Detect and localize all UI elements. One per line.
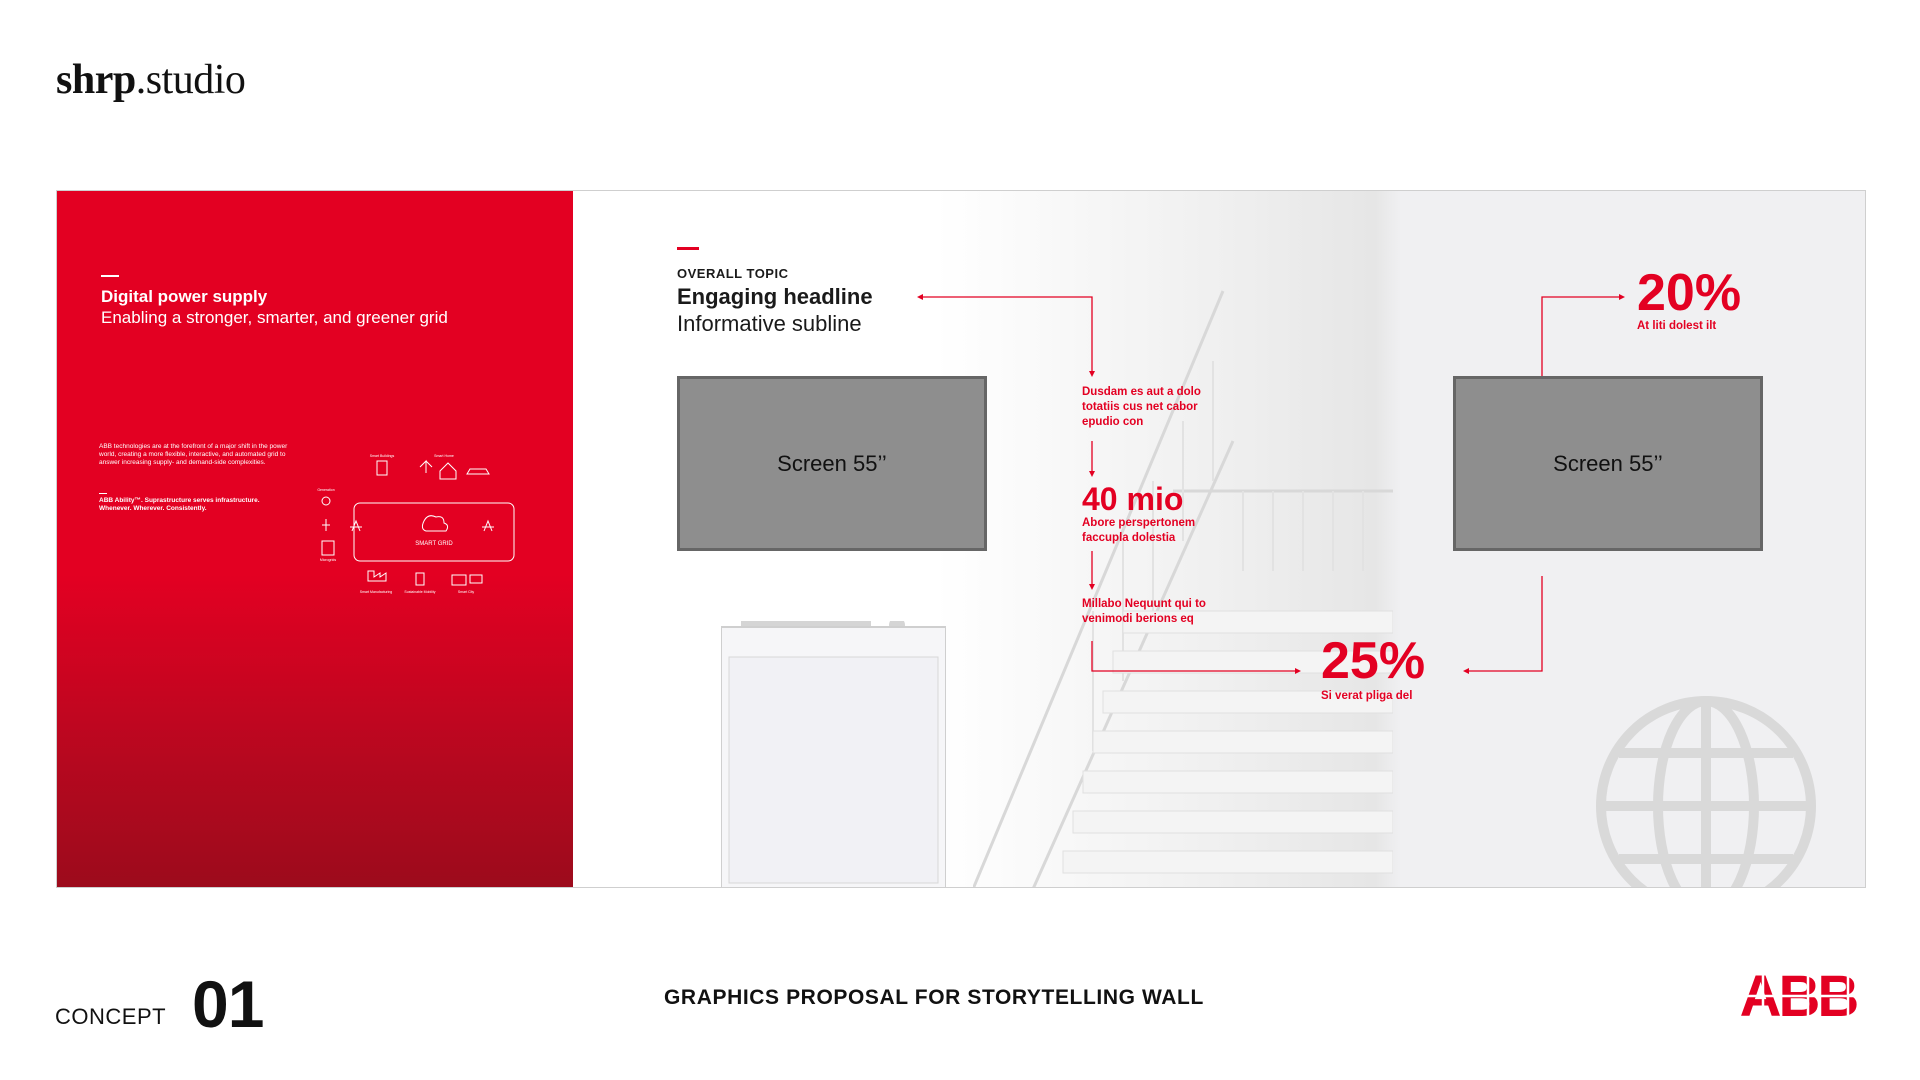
- body-dash: [99, 493, 107, 494]
- svg-text:Generation: Generation: [317, 488, 335, 492]
- bus-icon: [470, 575, 482, 583]
- callout-40-mio: 40 mio: [1082, 481, 1184, 517]
- studio-logo-rest: .studio: [135, 57, 246, 103]
- smart-grid-label: SMART GRID: [415, 541, 453, 547]
- screen-left: [677, 376, 987, 551]
- red-panel: [57, 191, 573, 888]
- concept-number: 01: [192, 967, 264, 1041]
- charger-icon: [416, 573, 424, 585]
- callout-note-5: At liti dolest ilt: [1637, 320, 1717, 332]
- building-icon: [377, 461, 387, 475]
- microgrid-icon: [322, 541, 334, 555]
- callout-note-1: Dusdam es aut a dolo totatiis cus net cabor epudio con: [1082, 386, 1201, 428]
- studio-logo-bold: shrp: [56, 57, 136, 103]
- concept-label: CONCEPT: [55, 1004, 167, 1029]
- house-icon: [440, 463, 456, 479]
- sun-icon: [322, 497, 330, 505]
- callout-25-percent: 25%: [1321, 632, 1426, 690]
- smart-grid-frame: [354, 503, 514, 561]
- callout-note-3: Millabo Nequunt qui to venimodi berions eq: [1082, 598, 1206, 625]
- title-dash: [101, 275, 119, 277]
- red-panel-body-bold: ABB Ability™. Suprastructure serves infrastructure. Whenever. Wherever. Consistently.: [99, 497, 260, 512]
- wind-turbine-icon: [420, 461, 432, 473]
- svg-text:Smart Manufacturing: Smart Manufacturing: [359, 590, 393, 594]
- svg-text:ABB: ABB: [1739, 968, 1857, 1024]
- cloud-icon: [422, 516, 447, 531]
- svg-text:Sustainable Mobility: Sustainable Mobility: [404, 590, 436, 594]
- svg-text:Microgrids: Microgrids: [319, 558, 337, 562]
- callout-note-2: Abore perspertonem faccupla dolestia: [1082, 517, 1196, 544]
- svg-text:Smart City: Smart City: [457, 590, 475, 594]
- city-icon: [452, 575, 466, 585]
- screen-right: [1453, 376, 1763, 551]
- pylon-right-icon: [482, 521, 494, 531]
- abb-logo: [1728, 968, 1868, 1024]
- red-panel-subtitle: Enabling a stronger, smarter, and greener grid: [101, 308, 448, 327]
- callout-20-percent: 20%: [1637, 264, 1742, 322]
- factory-icon: [368, 571, 386, 581]
- red-panel-title: Digital power supply: [101, 287, 268, 306]
- generation-turbine-icon: [322, 519, 330, 531]
- cabinet-outline: [721, 621, 946, 888]
- svg-text:Smart Buildings: Smart Buildings: [369, 454, 395, 458]
- svg-text:Smart Home: Smart Home: [434, 454, 454, 458]
- car-icon: [467, 469, 489, 474]
- storytelling-wall: [56, 190, 1866, 888]
- overall-topic: OVERALL TOPIC: [677, 266, 789, 281]
- topic-accent-mark: [677, 247, 699, 250]
- red-panel-body: ABB technologies are at the forefront of a major shift in the power world, creating a more flexible, interactive, and automated grid to answer increasing supply- and demand-side complexities.: [99, 443, 288, 466]
- callout-note-4: Si verat pliga del: [1321, 690, 1413, 702]
- proposal-title: GRAPHICS PROPOSAL FOR STORYTELLING WALL: [664, 986, 1204, 1009]
- pylon-left-icon: [350, 521, 362, 531]
- globe-icon: [1591, 691, 1821, 888]
- studio-logo: [56, 56, 245, 104]
- headline: Engaging headline: [677, 284, 873, 309]
- smart-grid-diagram: [312, 441, 542, 611]
- screen-right-label: Screen 55’’: [1553, 450, 1663, 476]
- screen-left-label: Screen 55’’: [777, 450, 887, 476]
- subline: Informative subline: [677, 311, 862, 336]
